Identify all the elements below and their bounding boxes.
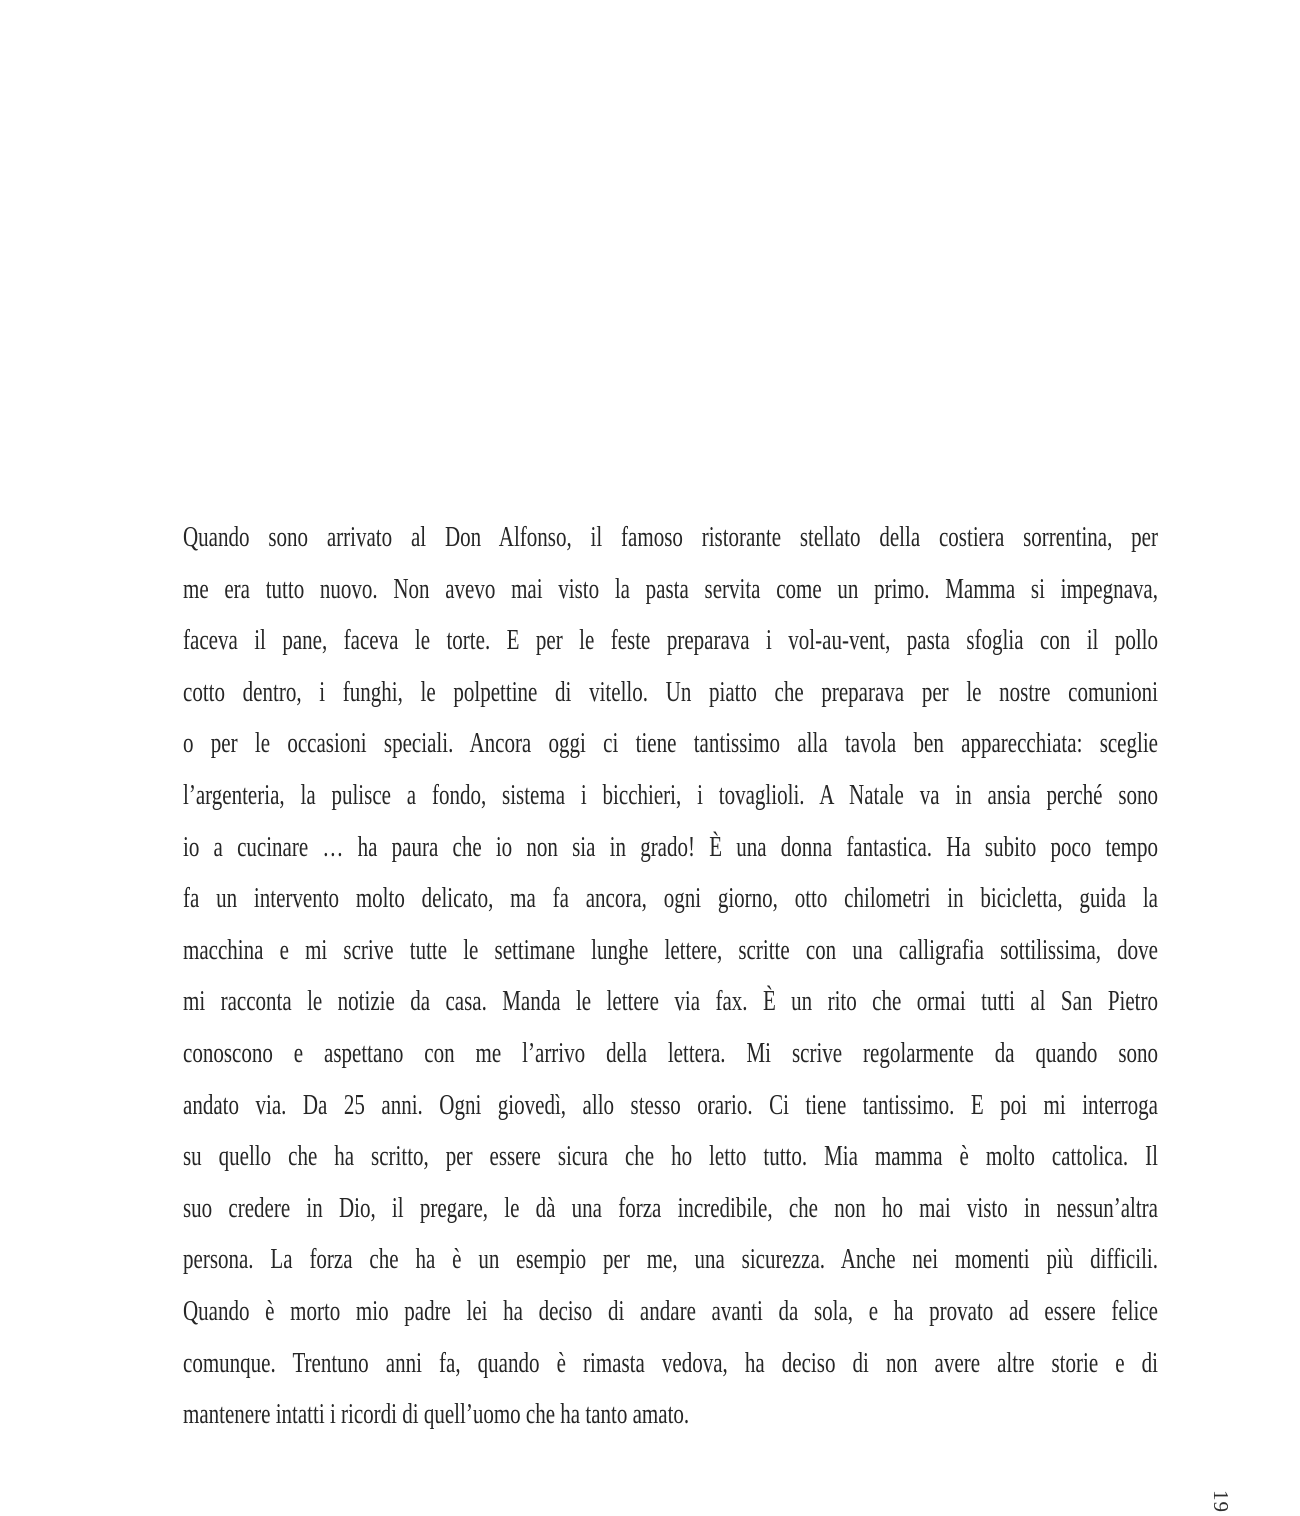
text-line: su quello che ha scritto, per essere sicura che ho letto tutto. Mia mamma è molto cattolica. Il (183, 1141, 1158, 1173)
text-line: Quando sono arrivato al Don Alfonso, il famoso ristorante stellato della costiera sorrentina, per (183, 522, 1158, 553)
text-line: me era tutto nuovo. Non avevo mai visto la pasta servita come un primo. Mamma si impegnava, (183, 573, 1158, 605)
text-line: suo credere in Dio, il pregare, le dà una forza incredibile, che non ho mai visto in nessun’altra (183, 1192, 1158, 1224)
text-line: faceva il pane, faceva le torte. E per le feste preparava i vol-au-vent, pasta sfoglia con il pollo (183, 625, 1158, 657)
paragraph (183, 512, 1158, 1441)
text-line: andato via. Da 25 anni. Ogni giovedì, allo stesso orario. Ci tiene tantissimo. E poi mi interroga (183, 1089, 1158, 1121)
text-line: mantenere intatti i ricordi di quell’uomo che ha tanto amato. (183, 1399, 690, 1431)
text-line: persona. La forza che ha è un esempio per me, una sicurezza. Anche nei momenti più difficili. (183, 1244, 1158, 1276)
text-line: comunque. Trentuno anni fa, quando è rimasta vedova, ha deciso di non avere altre storie e di (183, 1347, 1158, 1379)
text-line: Quando è morto mio padre lei ha deciso di andare avanti da sola, e ha provato ad essere felice (183, 1295, 1158, 1327)
text-line: io a cucinare … ha paura che io non sia in grado! È una donna fantastica. Ha subito poco tempo (183, 831, 1158, 863)
text-line: mi racconta le notizie da casa. Manda le lettere via fax. È un rito che ormai tutti al San Pietro (183, 986, 1158, 1018)
text-line: cotto dentro, i funghi, le polpettine di vitello. Un piatto che preparava per le nostre comunioni (183, 676, 1158, 708)
page-number: 19 (1209, 1490, 1233, 1513)
text-line: l’argenteria, la pulisce a fondo, sistema i bicchieri, i tovaglioli. A Natale va in ansia perché sono (183, 779, 1158, 811)
text-line: o per le occasioni speciali. Ancora oggi ci tiene tantissimo alla tavola ben apparecchiata: sceglie (183, 728, 1158, 760)
text-line: fa un intervento molto delicato, ma fa ancora, ogni giorno, otto chilometri in bicicletta, guida la (183, 883, 1158, 915)
text-line: macchina e mi scrive tutte le settimane lunghe lettere, scritte con una calligrafia sottilissima, dove (183, 934, 1158, 966)
text-line: conoscono e aspettano con me l’arrivo della lettera. Mi scrive regolarmente da quando sono (183, 1037, 1158, 1069)
